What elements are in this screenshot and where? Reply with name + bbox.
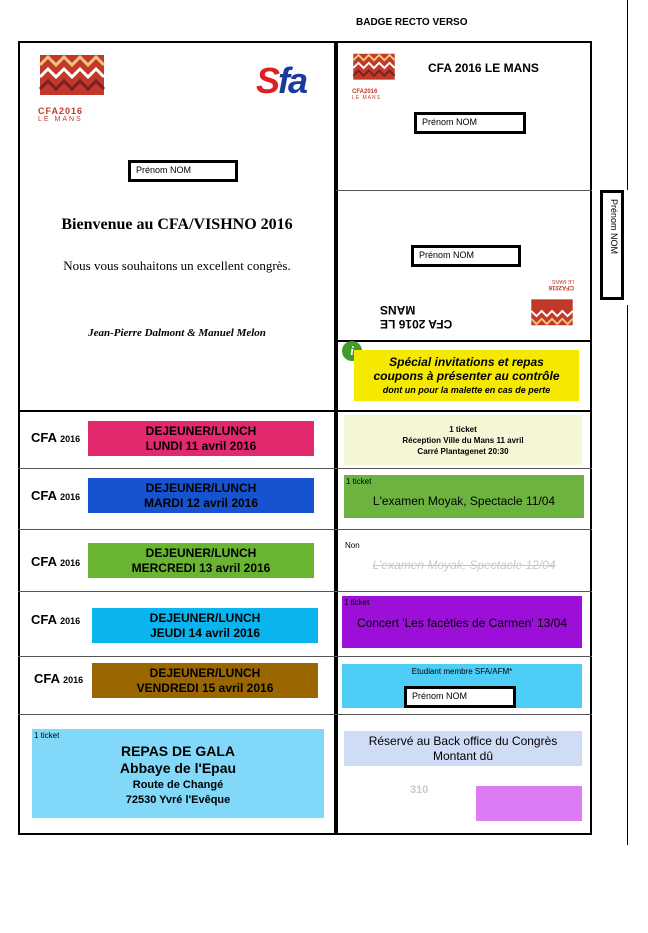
- divider-badge-bottom: [18, 410, 592, 412]
- cut-line-top: [627, 0, 628, 190]
- ticket-gala: 1 ticket REPAS DE GALA Abbaye de l'Epau Route de Changé 72530 Yvré l'Evêque: [32, 729, 324, 818]
- welcome-title: Bienvenue au CFA/VISHNO 2016: [61, 216, 293, 233]
- right-badge-title: CFA 2016 LE MANS: [428, 61, 539, 75]
- special-note: Spécial invitations et repas coupons à présenter au contrôle dont un pour la malette en cas de perte: [354, 350, 579, 401]
- ticket-carmen: 1 ticket Concert 'Les facéties de Carmen' 13/04: [342, 596, 582, 648]
- info-icon: i: [342, 341, 362, 361]
- divider-row-3: [18, 591, 592, 592]
- cfa-logo-text: CFA2016: [38, 106, 84, 116]
- row2-cfa-label: CFA 2016: [31, 488, 81, 503]
- ticket-moyak-1104: 1 ticket L'examen Moyak, Spectacle 11/04: [344, 475, 584, 518]
- cfa-logo-subtext: LE MANS: [38, 116, 83, 123]
- name-field-vertical[interactable]: Prénom NOM: [600, 190, 624, 300]
- cut-line-bottom: [627, 305, 628, 845]
- divider-row-4: [18, 656, 592, 657]
- name-field-right-top[interactable]: Prénom NOM: [414, 112, 526, 134]
- sfa-logo: Sfa: [256, 60, 307, 101]
- lunch-coupon-monday: DEJEUNER/LUNCH LUNDI 11 avril 2016: [88, 421, 314, 456]
- cfa-logo-small: CFA2016 LE MANS: [352, 52, 398, 101]
- page-title: BADGE RECTO VERSO: [356, 17, 468, 28]
- row5-cfa-label: CFA 2016: [34, 671, 84, 686]
- row1-cfa-label: CFA 2016: [31, 430, 81, 445]
- divider-right-badge: [336, 190, 592, 191]
- right-badge-title-rotated: CFA 2016 LE MANS: [380, 303, 453, 331]
- divider-row-5: [18, 714, 592, 715]
- lunch-coupon-wednesday: DEJEUNER/LUNCH MERCREDI 13 avril 2016: [88, 543, 314, 578]
- ticket-moyak-1204-status: Non: [345, 541, 360, 550]
- row3-cfa-label: CFA 2016: [31, 554, 81, 569]
- row4-cfa-label: CFA 2016: [31, 612, 81, 627]
- backoffice-swatch: [476, 786, 582, 821]
- ticket-moyak-1204: L'examen Moyak, Spectacle 12/04: [372, 558, 556, 572]
- divider-special: [336, 340, 592, 342]
- ticket-student: Etudiant membre SFA/AFM*: [342, 664, 582, 708]
- backoffice-box: Réservé au Back office du Congrès Montant dû: [344, 731, 582, 766]
- welcome-message: Nous vous souhaitons un excellent congrès.: [63, 258, 291, 273]
- cfa-logo-rotated: CFA2016 LE MANS: [530, 278, 574, 327]
- name-field-student[interactable]: Prénom NOM: [404, 686, 516, 708]
- ticket-reception: 1 ticket Réception Ville du Mans 11 avril Carré Plantagenet 20:30: [344, 415, 582, 465]
- lunch-coupon-thursday: DEJEUNER/LUNCH JEUDI 14 avril 2016: [92, 608, 318, 643]
- divider-row-1: [18, 468, 592, 469]
- name-field-left[interactable]: Prénom NOM: [128, 160, 238, 182]
- authors: Jean-Pierre Dalmont & Manuel Melon: [88, 327, 266, 339]
- name-field-right-mid[interactable]: Prénom NOM: [411, 245, 521, 267]
- cfa-logo: [38, 53, 106, 123]
- amount-due: 310: [410, 784, 429, 796]
- divider-row-2: [18, 529, 592, 530]
- lunch-coupon-tuesday: DEJEUNER/LUNCH MARDI 12 avril 2016: [88, 478, 314, 513]
- lunch-coupon-friday: DEJEUNER/LUNCH VENDREDI 15 avril 2016: [92, 663, 318, 698]
